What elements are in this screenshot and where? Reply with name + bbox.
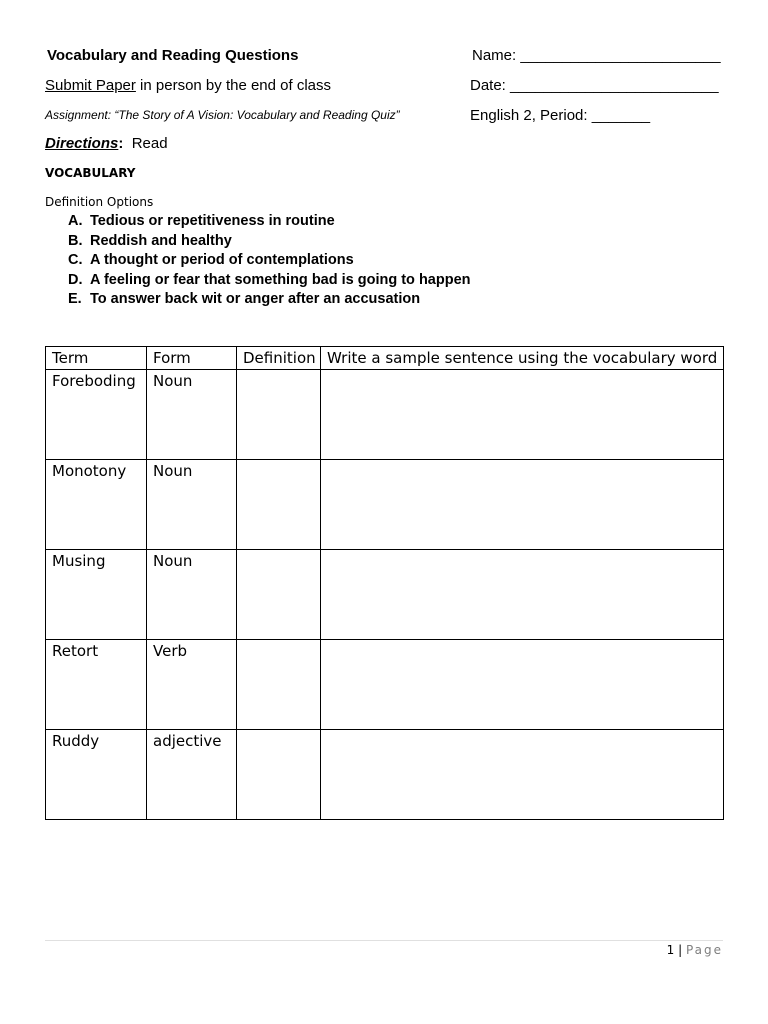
definition-option — [68, 232, 471, 252]
table-header-row — [46, 347, 724, 370]
directions — [45, 135, 168, 152]
directions-label: Directions — [45, 135, 119, 152]
table-row — [46, 640, 724, 730]
sentence-cell[interactable] — [321, 460, 724, 550]
option-letter: E. — [68, 291, 82, 307]
form-cell: Noun — [147, 370, 237, 460]
date-field[interactable]: Date: _________________________ — [470, 77, 719, 94]
option-text: Reddish and healthy — [90, 232, 232, 249]
definition-cell[interactable] — [237, 640, 321, 730]
vocabulary-heading: VOCABULARY — [45, 166, 136, 180]
vocabulary-table — [45, 346, 724, 820]
term-cell: Musing — [46, 550, 147, 640]
page-number: 1 — [666, 943, 675, 957]
term-cell: Retort — [46, 640, 147, 730]
option-letter: D. — [68, 271, 83, 288]
form-cell: Noun — [147, 460, 237, 550]
definition-option — [68, 251, 471, 271]
definition-cell[interactable] — [237, 730, 321, 820]
page-footer — [667, 943, 723, 957]
sentence-cell[interactable] — [321, 640, 724, 730]
footer-separator: | — [674, 943, 686, 957]
term-cell: Ruddy — [46, 730, 147, 820]
definition-option — [68, 271, 471, 291]
period-field[interactable]: English 2, Period: _______ — [470, 107, 651, 124]
form-cell: adjective — [147, 730, 237, 820]
directions-text: Read — [123, 135, 168, 152]
option-letter: C. — [68, 252, 83, 268]
submit-paper-label: Submit Paper — [45, 77, 136, 94]
assignment-title: Assignment: “The Story of A Vision: Vocabulary and Reading Quiz” — [45, 108, 400, 122]
form-cell: Noun — [147, 550, 237, 640]
header-term: Term — [46, 347, 147, 370]
page-label: Page — [685, 943, 723, 957]
definition-option — [68, 290, 471, 310]
table-row — [46, 460, 724, 550]
name-field[interactable]: Name: ________________________ — [472, 47, 721, 64]
header-form: Form — [147, 347, 237, 370]
definition-cell[interactable] — [237, 460, 321, 550]
table-row — [46, 730, 724, 820]
table-row — [46, 370, 724, 460]
definition-cell[interactable] — [237, 550, 321, 640]
definition-options-list — [68, 212, 471, 310]
option-letter: B. — [68, 232, 83, 249]
directions-colon: : — [118, 135, 124, 152]
option-text: A thought or period of contemplations — [90, 252, 354, 268]
option-text: Tedious or repetitiveness in routine — [90, 213, 335, 229]
term-cell: Foreboding — [46, 370, 147, 460]
submit-instructions — [45, 77, 331, 94]
option-text: To answer back wit or anger after an accusation — [90, 291, 421, 307]
footer-divider — [45, 940, 723, 941]
option-text: A feeling or fear that something bad is going to happen — [90, 271, 471, 288]
definition-options-heading: Definition Options — [45, 195, 154, 209]
header-sentence: Write a sample sentence using the vocabulary word — [321, 347, 724, 370]
option-letter: A. — [68, 213, 83, 229]
term-cell: Monotony — [46, 460, 147, 550]
sentence-cell[interactable] — [321, 730, 724, 820]
sentence-cell[interactable] — [321, 550, 724, 640]
submit-paper-rest: in person by the end of class — [135, 77, 332, 94]
table-row — [46, 550, 724, 640]
definition-option — [68, 212, 471, 232]
form-cell: Verb — [147, 640, 237, 730]
sentence-cell[interactable] — [321, 370, 724, 460]
document-title: Vocabulary and Reading Questions — [47, 47, 299, 64]
definition-cell[interactable] — [237, 370, 321, 460]
header-definition: Definition — [237, 347, 321, 370]
